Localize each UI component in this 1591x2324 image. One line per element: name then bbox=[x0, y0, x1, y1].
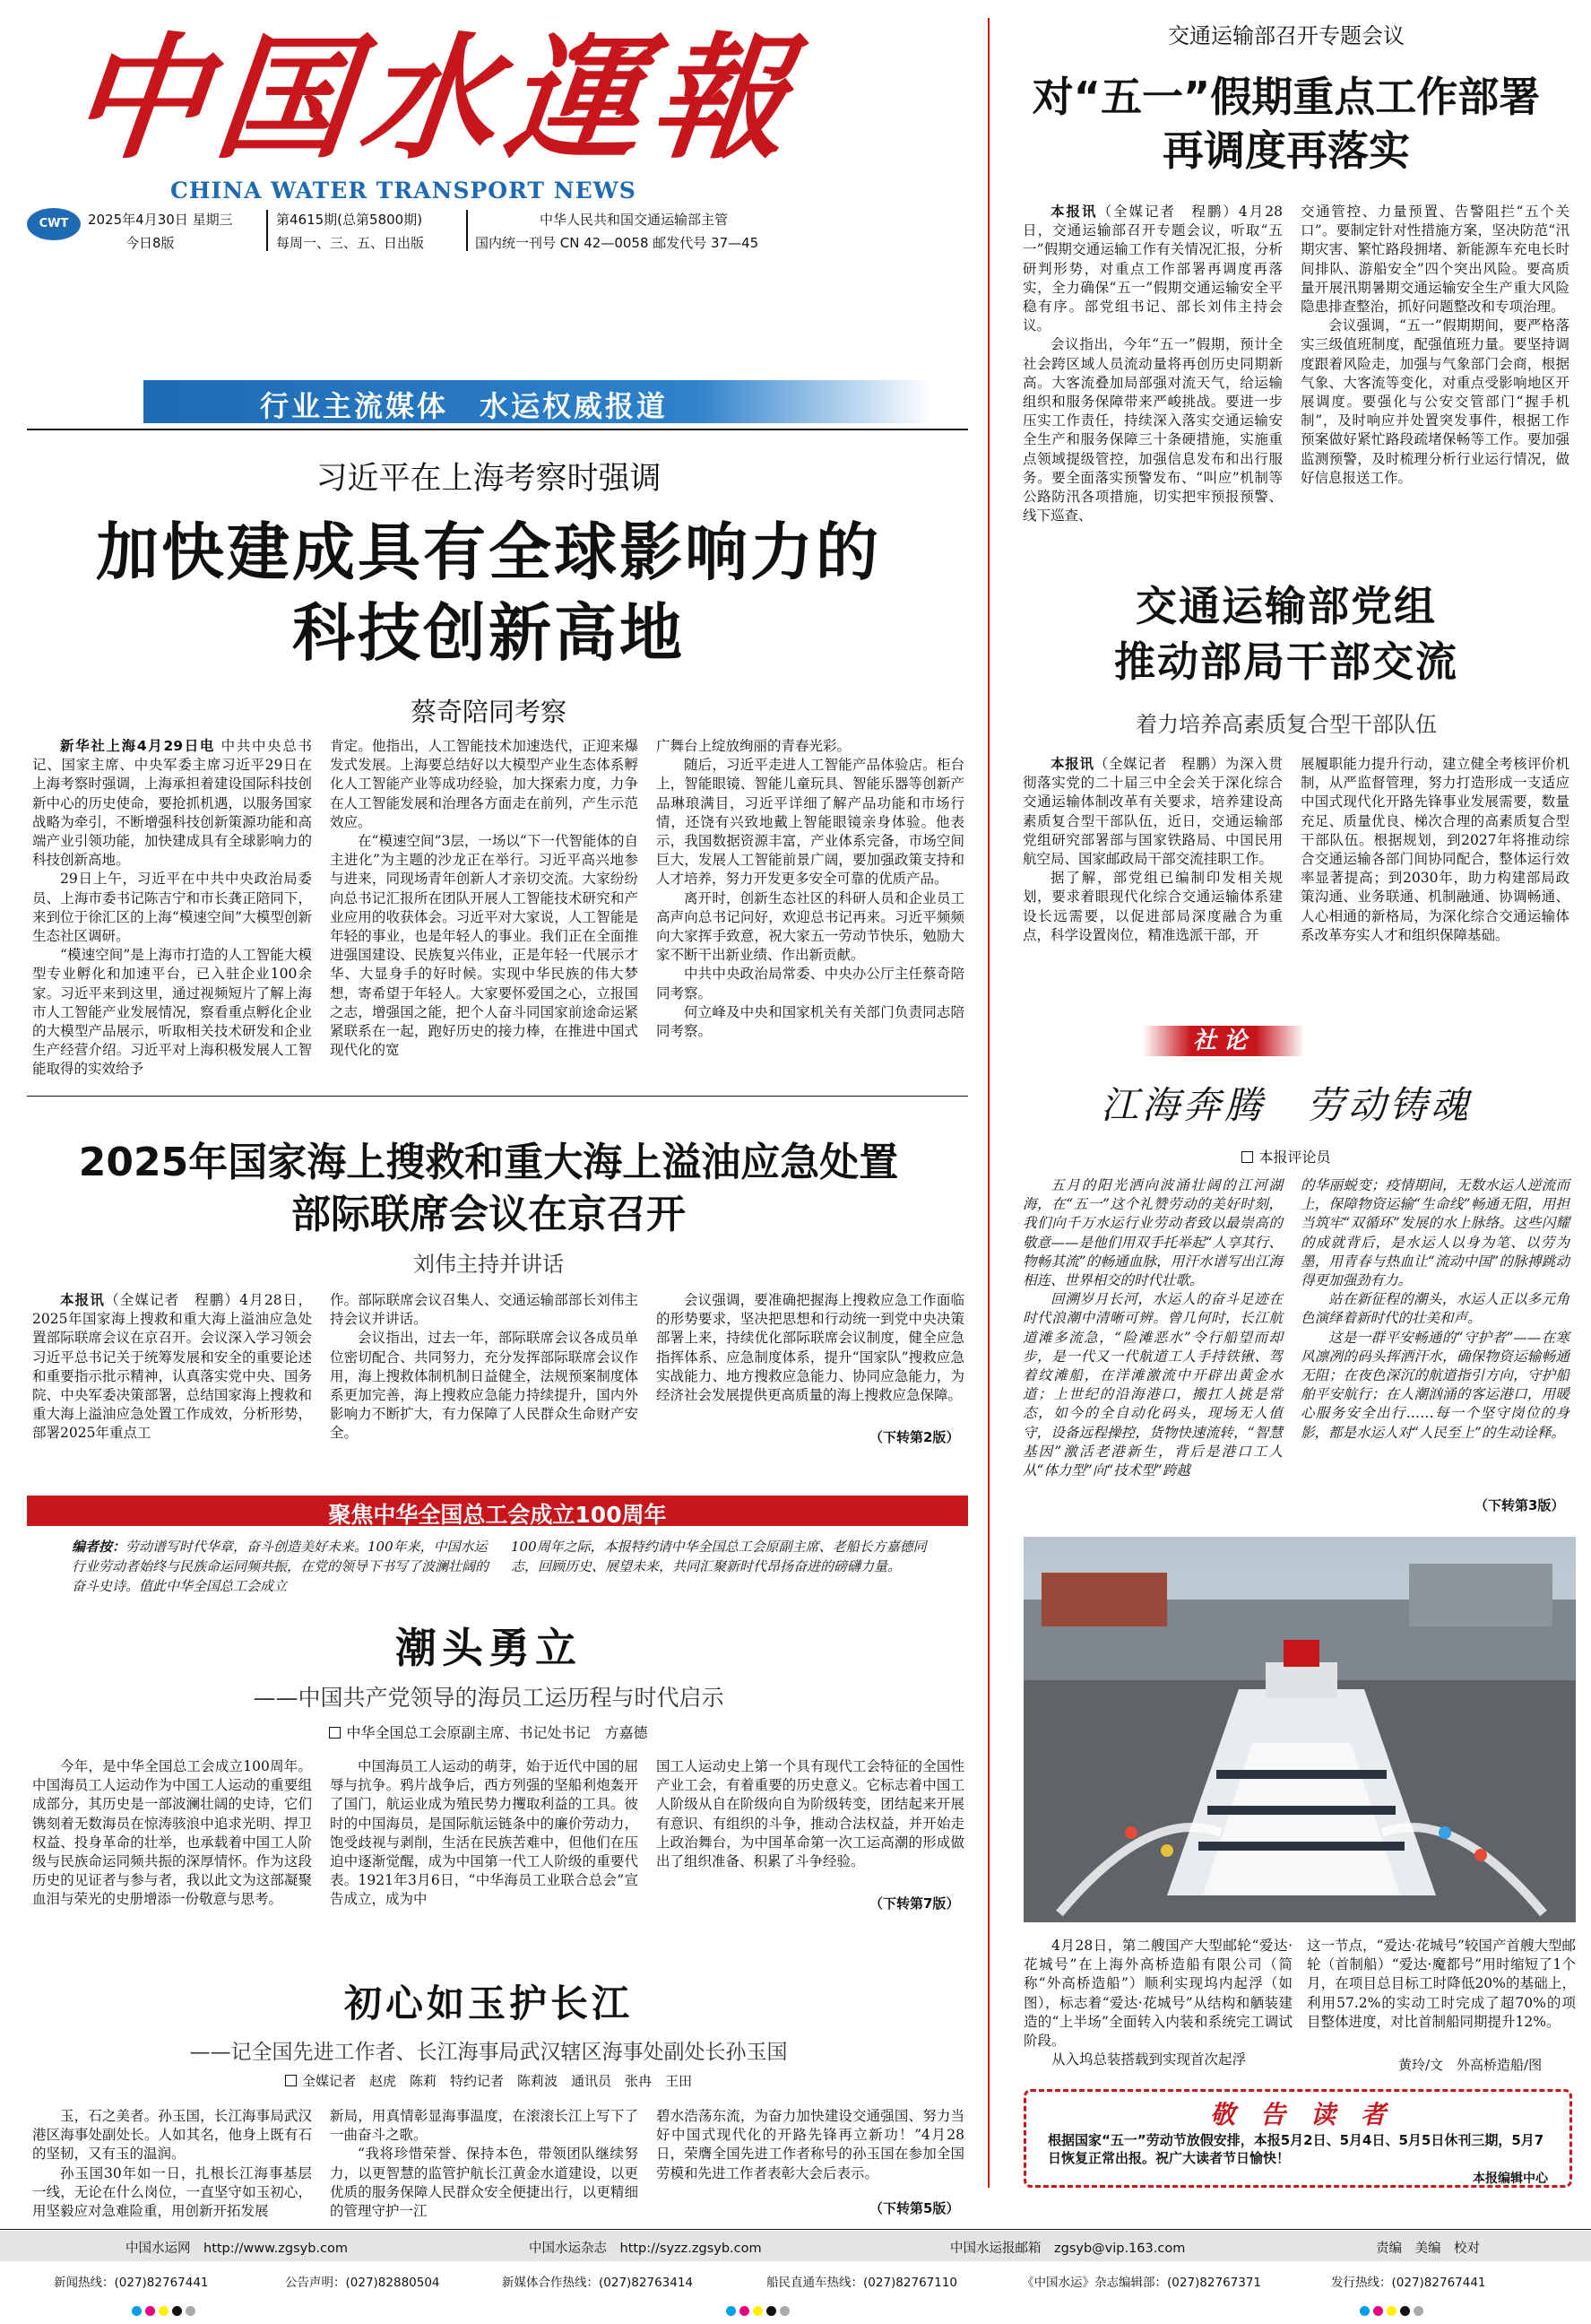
footer-staff: 责编 美编 校对 bbox=[1376, 2242, 1480, 2256]
sponsor: 中华人民共和国交通运输部主管 bbox=[540, 212, 729, 228]
photo-credit: 黄玲/文 外高桥造船/图 bbox=[1398, 2057, 1543, 2073]
story2-column-3: 会议强调，要准确把握海上搜救应急工作面临的形势要求，坚决把思想和行动统一到党中央决策部署上来，持续优化部际联席会议制度，健全应急指挥体系、应急制度体系，提升“国家队”搜救应急实战能力、地方搜救应急能力、协同应急能力，为经济社会发展提供更高质量的海上搜救应急保障。 bbox=[656, 1292, 964, 1404]
story3-continued: （下转第7版） bbox=[869, 1895, 960, 1912]
editorial bbox=[999, 1013, 1573, 1524]
story6-column-2: 展履职能力提升行动，建立健全考核评价机制，从严监督管理，努力打造形成一支适应中国式现代化开路先锋事业发展需要，数量充足、质量优良、梯次合理的高素质复合型干部队伍。根据规划，到2027年将推动综合交通运输各部门间协同配合，整体运行效率显著提高；到2030年，助力构建部局政策沟通、业务联通、机制融通、协调畅通、人心相通的新格局，为深化综合交通运输体系改革夯实人才和组织保障基础。 bbox=[1301, 756, 1569, 943]
story3-title: 潮头勇立 bbox=[395, 1624, 582, 1672]
hotline-new-media: 新媒体合作热线：(027)82763414 bbox=[502, 2276, 694, 2290]
story5-title-line2: 再调度再落实 bbox=[1163, 126, 1410, 175]
story1-subtitle: 蔡奇陪同考察 bbox=[410, 697, 566, 727]
editorial-column-1: 五月的阳光洒向波涌壮阔的江河湖海，在“五一”这个礼赞劳动的美好时刻，我们向千万水运行业劳动者致以最崇高的敬意——是他们用双手托举起“人享其行、物畅其流”的畅通血脉，用汗水谱写出江海相连、世界相交的时代壮歌。 回溯岁月长河，水运人的奋斗足迹在时代浪潮中清晰可辨。曾几何时，长江航道滩多流急，“险滩恶水”令行船望而却步，是一代又一代航道工人手持铁锹、驾着纹滩船，在洋滩激流中开辟出黄金水道；上世纪的沿海港口，搬扛人挑是常态，如今的全自动化码头，现场无人值守，设备远程操控，货物快速流转，“智慧基因”激活老港新生，背后是港口工人从“体力型”向“技术型”跨越 bbox=[1023, 1177, 1283, 1479]
footer-links bbox=[0, 2231, 1591, 2261]
story6-title-line1: 交通运输部党组 bbox=[1136, 582, 1437, 630]
story3-column-3: 国工人运动史上第一个具有现代工会特征的全国性产业工会，有着重要的历史意义。它标志着中国工人阶级从自在阶级向自为阶级转变，团结起来开展有意识、有组织的斗争，推动合法权益，并开始走上政治舞台，为中国革命第一次工运高潮的形成做出了组织准备、积累了斗争经验。 bbox=[656, 1758, 964, 1870]
cwt-logo: CWT bbox=[27, 208, 81, 240]
story3-column-2: 中国海员工人运动的萌芽，始于近代中国的屈辱与抗争。鸦片战争后，西方列强的坚船利炮轰开了国门，航运业成为殖民势力攫取利益的工具。彼时的中国海员，是国际航运链条中的廉价劳动力，饱受歧视与剥削，生活在民族苦难中，但他们在压迫中逐渐觉醒，成为中国第一代工人阶级的重要代表。1921年3月6日，“中华海员工业联合总会”宣告成立，成为中 bbox=[330, 1758, 638, 1908]
story5-kicker: 交通运输部召开专题会议 bbox=[1168, 23, 1405, 48]
story2-title-line2: 部际联席会议在京召开 bbox=[291, 1192, 686, 1237]
footer-link-email[interactable]: 中国水运报邮箱 zgsyb@vip.163.com bbox=[950, 2242, 1186, 2256]
reader-notice-title: 敬 告 读 者 bbox=[1209, 2100, 1386, 2129]
story6-subtitle: 着力培养高素质复合型干部队伍 bbox=[1136, 712, 1437, 737]
color-registration-marks bbox=[0, 2301, 1591, 2319]
issue-date: 2025年4月30日 星期三 bbox=[88, 212, 233, 228]
feature-banner-label: 聚焦中华全国总工会成立100周年 bbox=[328, 1502, 667, 1528]
issue-number: 第4615期(总第5800期) bbox=[276, 212, 423, 228]
story4-column-3: 碧水浩荡东流，为奋力加快建设交通强国、努力当好中国式现代化的开路先锋再立新功！”4月28日，荣膺全国先进工作者称号的孙玉国在参加全国劳模和先进工作者表彰大会后表示。 bbox=[656, 2108, 964, 2181]
story4-column-2: 新局，用真情彰显海事温度，在滚滚长江上写下了一曲奋斗之歌。 “我将珍惜荣誉、保持本色，带领团队继续努力，以更智慧的监管护航长江黄金水道建设，以更优质的服务保障人民群众安全便捷出行，以更精细的管理守护一江 bbox=[330, 2108, 638, 2220]
story3-subtitle: ——中国共产党领导的海员工运历程与时代启示 bbox=[253, 1685, 724, 1711]
reader-notice-body: 根据国家“五一”劳动节放假安排，本报5月2日、5月4日、5月5日休刊三期，5月7日恢复正常出报。祝广大读者节日愉快！ bbox=[1048, 2132, 1544, 2166]
story-sun-yuguo bbox=[0, 1955, 977, 2220]
reader-notice-signoff: 本报编辑中心 bbox=[1473, 2172, 1548, 2186]
story3-column-1: 今年，是中华全国总工会成立100周年。中国海员工人运动作为中国工人运动的重要组成部分，其历史是一部波澜壮阔的史诗，它们镌刻着无数海员在惊涛骇浪中追求光明、捍卫权益、投身革命的壮举，也承载着中国工人阶级与民族命运同频共振的深厚情怀。作为这段历史的见证者与参与者，我以此文为这部凝聚血泪与荣光的史册增添一份敬意与思考。 bbox=[32, 1758, 312, 1908]
reader-notice bbox=[1024, 2089, 1572, 2188]
hotline-notices: 公告声明：(027)82880504 bbox=[285, 2276, 440, 2290]
story1-column-1: 新华社上海4月29日电 中共中央总书记、国家主席、中央军委主席习近平29日在上海考察时强调，上海承担着建设国际科技创新中心的历史使命，要抢抓机遇，以服务国家战略为牵引，不断增强科技创新策源功能和高端产业引领功能，加快建成具有全球影响力的科技创新高地。 29日上午，习近平在中共中央政治局委员、上海市委书记陈吉宁和市长龚正陪同下，来到位于徐汇区的上海“模速空间”大模型创新生态社区调研。 “模速空间”是上海市打造的人工智能大模型专业孵化和加速平台，已入驻企业100余家。习近平来到这里，通过视频短片了解上海市人工智能产业发展情况，察看重点孵化企业的大模型产品展示，听取相关技术研发和企业生产经营介绍。习近平对上海积极发展人工智能取得的实效给予 bbox=[32, 738, 312, 1078]
story2-continued: （下转第2版） bbox=[869, 1429, 960, 1445]
story4-column-1: 玉，石之美者。孙玉国，长江海事局武汉港区海事处副处长。人如其名，他身上既有石的坚韧，又有玉的温润。 孙玉国30年如一日，扎根长江海事基层一线，无论在什么岗位，一直坚守如玉初心，用坚毅应对急难险重，用创新开拓发展 bbox=[32, 2108, 312, 2220]
slogan-bar bbox=[143, 380, 932, 423]
slogan-text: 行业主流媒体 水运权威报道 bbox=[260, 389, 669, 423]
story2-subtitle: 刘伟主持并讲话 bbox=[413, 1252, 564, 1277]
hotline-news: 新闻热线：(027)82767441 bbox=[54, 2276, 209, 2290]
masthead bbox=[27, 18, 959, 260]
story1-title-line1: 加快建成具有全球影响力的 bbox=[96, 516, 881, 589]
footer-link-website[interactable]: 中国水运网 http://www.zgsyb.com bbox=[125, 2242, 349, 2256]
hotline-boatmen: 船民直通车热线：(027)82767110 bbox=[766, 2276, 958, 2290]
story4-byline: 全媒记者 赵虎 陈莉 特约记者 陈莉波 通讯员 张冉 王田 bbox=[0, 2071, 977, 2090]
footer-hotlines bbox=[0, 2267, 1591, 2294]
story5-column-2: 交通管控、力量预置、告警阻拦“五个关口”。要制定针对性措施方案，坚决防范“汛期灾害、繁忙路段拥堵、新能源车充电长时间排队、游船安全”四个突出风险。要高质量开展汛期暑期交通运输安全生产重大风险隐患排查整治，抓好问题整改和专项治理。 会议强调，“五一”假期期间，要严格落实三级值班制度，配强值班力量。要坚持调度跟着风险走，加强与气象部门会商，根据气象、大客流等变化，对重点受影响地区开展调度。要强化与公安交管部门“握手机制”，及时响应并处置突发事件，根据工作预案做好紧忙路段疏堵保畅等工作。要加强监测预警，及时梳理分析行业运行情况，做好信息报送工作。 bbox=[1301, 204, 1569, 486]
editorial-column-2: 的华丽蜕变；疫情期间，无数水运人逆流而上，保障物资运输“生命线”畅通无阻，用担当筑牢“双循环”发展的水上脉络。这些闪耀的成就背后，是水运人以身为笔、以劳为墨，用青春与热血让“流动中国”的脉搏跳动得更加强劲有力。 站在新征程的潮头，水运人正以多元角色演绎着新时代的壮美和声。 这是一群平安畅通的“守护者”——在寒风凛冽的码头挥洒汗水，确保物资运输畅通无阻；在夜色深沉的航道指引方向，守护船舶平安航行；在人潮汹涌的客运港口，用暖心服务安全出行……每一个坚守岗位的身影，都是水运人对“人民至上”的生动诠释。 bbox=[1301, 1177, 1569, 1441]
story2-title-line1: 2025年国家海上搜救和重大海上溢油应急处置 bbox=[78, 1140, 899, 1185]
story-xi-shanghai bbox=[0, 439, 977, 1085]
cruise-ship-photo bbox=[1024, 1537, 1576, 1922]
story1-column-3: 广舞台上绽放绚丽的青春光彩。 随后，习近平走进人工智能产品体验店。柜台上，智能眼镜、智能儿童玩具、智能乐器等创新产品琳琅满目，习近平详细了解产品功能和市场行情，还饶有兴致地戴上智能眼镜亲身体验。他表示，我国数据资源丰富，产业体系完备，市场空间巨大，发展人工智能前景广阔，要加强政策支持和人才培养，努力开发更多安全可靠的优质产品。 离开时，创新生态社区的科研人员和企业员工高声向总书记问好，欢迎总书记再来。习近平频频向大家挥手致意，祝大家五一劳动节快乐，勉励大家不断干出新业绩、作出新贡献。 中共中央政治局常委、中央办公厅主任蔡奇陪同考察。 何立峰及中央和国家机关有关部门负责同志陪同考察。 bbox=[656, 738, 964, 1040]
frequency: 每周一、三、五、日出版 bbox=[276, 235, 425, 251]
story4-subtitle: ——记全国先进工作者、长江海事局武汉辖区海事处副处长孙玉国 bbox=[189, 2041, 788, 2064]
serial-number: 国内统一刊号 CN 42—0058 邮发代号 37—45 bbox=[475, 235, 759, 251]
story1-kicker: 习近平在上海考察时强调 bbox=[316, 461, 661, 497]
masthead-english: CHINA WATER TRANSPORT NEWS bbox=[170, 178, 636, 204]
editorial-title: 江海奔腾 劳动铸魂 bbox=[1100, 1083, 1472, 1127]
story-cadre-exchange bbox=[999, 556, 1573, 977]
masthead-title: 中国水運報 bbox=[63, 20, 807, 178]
story-seafarer-union bbox=[0, 1605, 977, 1946]
cruise-ship-illustration bbox=[1024, 1537, 1576, 1922]
story1-title-line2: 科技创新高地 bbox=[292, 596, 685, 670]
editorial-tag: 社论 bbox=[1143, 1026, 1304, 1056]
photo-caption-right: 这一节点，“爱达·花城号”较国产首艘大型邮轮（首制船）“爱达·魔都号”用时缩短了1个月，在项目总目标工时降低20%的基础上，利用57.2%的实动工时完成了超70%的项目整体进度，对比首制船同期提升12%。 bbox=[1307, 1938, 1576, 2030]
story5-title-line1: 对“五一”假期重点工作部署 bbox=[1032, 73, 1541, 121]
story6-title-line2: 推动部局干部交流 bbox=[1114, 637, 1458, 686]
story1-column-2: 肯定。他指出，人工智能技术加速迭代，正迎来爆发式发展。上海要总结好以大模型产业生态体系孵化人工智能产业等成功经验，加大探索力度，力争在人工智能发展和治理各方面走在前列，产生示范效应。 在“模速空间”3层，一场以“下一代智能体的自主进化”为主题的沙龙正在举行。习近平高兴地参与进来，同现场青年创新人才亲切交流。大家纷纷向总书记汇报所在团队开展人工智能技术研究和产业应用的收获体会。习近平对大家说，人工智能是年轻的事业，也是年轻人的事业。我们正在全面推进强国建设、民族复兴伟业，正是年轻一代展示才华、大显身手的好时候。实现中华民族的伟大梦想，寄希望于年轻人。大家要怀爱国之心，立报国之志，增强国之能，把个人奋斗同国家前途命运紧紧联系在一起，跑好历史的接力棒，在推进中国式现代化的宽 bbox=[330, 738, 638, 1059]
editorial-byline: 本报评论员 bbox=[999, 1146, 1573, 1166]
story2-column-2: 作。部际联席会议召集人、交通运输部部长刘伟主持会议并讲话。 会议指出，过去一年，部际联席会议各成员单位密切配合、共同努力，充分发挥部际联席会议作用，海上搜救体制机制日益健全，法规预案制度体系更加完善，海上搜救应急能力持续提升，国内外影响力不断扩大，有力保障了人民群众生命财产安全。 bbox=[330, 1292, 638, 1442]
story4-continued: （下转第5版） bbox=[869, 2200, 960, 2216]
hotline-magazine: 《中国水运》杂志编辑部：(027)82767371 bbox=[1022, 2276, 1262, 2290]
photo-caption-left: 4月28日，第二艘国产大型邮轮“爱达·花城号”在上海外高桥造船有限公司（简称“外高桥造船”）顺利实现坞内起浮（如图），标志着“爱达·花城号”从结构和舾装建造的“上半场”全面转入内装和系统完工调试阶段。 从入坞总装搭载到实现首次起浮 bbox=[1024, 1938, 1293, 2068]
story5-column-1: 本报讯（全媒记者 程鹏）4月28日，交通运输部召开专题会议，听取“五一”假期交通运输工作有关情况汇报，分析研判形势，对重点工作部署再调度再落实，全力确保“五一”假期交通运输安全平稳有序。部党组书记、部长刘伟主持会议。 会议指出，今年“五一”假期，预计全社会跨区域人员流动量将再创历史同期新高。大客流叠加局部强对流天气，给运输组织和服务保障带来严峻挑战。要进一步压实工作责任，持续深入落实交通运输安全生产和服务保障三十条硬措施，实施重点领域提级管控，加强信息发布和出行服务。要全面落实预警发布、“叫应”机制等公路防汛各项措施，切实把牢预报预警、线下巡查、 bbox=[1023, 204, 1283, 525]
story6-column-1: 本报讯（全媒记者 程鹏）为深入贯彻落实党的二十届三中全会关于深化综合交通运输体制改革有关要求，培养建设高素质复合型干部队伍，近日，交通运输部党组研究部署部与国家铁路局、中国民用航空局、国家邮政局干部交流挂职工作。 据了解，部党组已编制印发相关规划，要求着眼现代化综合交通运输体系建设长远需要，以促进部局深度融合为重点，科学设置岗位，精准选派干部，开 bbox=[1023, 756, 1283, 943]
footer-link-magazine[interactable]: 中国水运杂志 http://syzz.zgsyb.com bbox=[529, 2242, 762, 2256]
feature-banner bbox=[27, 1496, 968, 1526]
editorial-continued: （下转第3版） bbox=[1474, 1497, 1565, 1513]
story2-column-1: 本报讯（全媒记者 程鹏）4月28日，2025年国家海上搜救和重大海上溢油应急处置部际联席会议在京召开。会议深入学习领会习近平总书记关于统筹发展和安全的重要论述和重要指示批示精神，认真落实党中央、国务院、中央军委决策部署，总结国家海上搜救和重大海上溢油应急处置工作成效，分析形势，部署2025年重点工 bbox=[32, 1292, 312, 1442]
story-maritime-search-rescue bbox=[0, 1103, 977, 1479]
hotline-distribution: 发行热线：(027)82767441 bbox=[1331, 2276, 1486, 2290]
story3-byline: 中华全国总工会原副主席、书记处书记 方嘉德 bbox=[0, 1721, 977, 1742]
page-count: 今日8版 bbox=[125, 235, 175, 251]
story-may-day-deployment bbox=[999, 14, 1573, 534]
story4-title: 初心如玉护长江 bbox=[343, 1981, 633, 2025]
